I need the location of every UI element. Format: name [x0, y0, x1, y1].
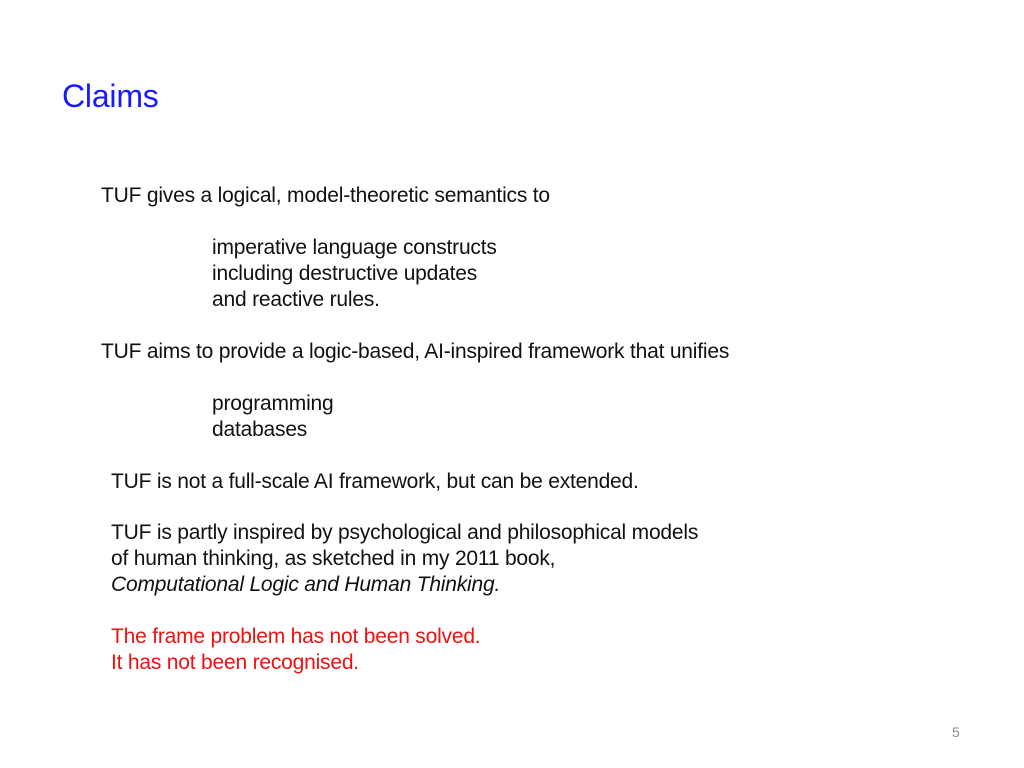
framework-intro: TUF aims to provide a logic-based, AI-inspired framework that unifies — [101, 340, 730, 363]
semantics-item-1: imperative language constructs — [212, 236, 497, 259]
framework-item-1: programming — [212, 392, 334, 415]
semantics-item-2: including destructive updates — [212, 262, 478, 285]
inspiration-line-1: TUF is partly inspired by psychological and philosophical models — [111, 521, 699, 544]
extension-statement: TUF is not a full-scale AI framework, but can be extended. — [111, 470, 639, 493]
slide-title: Claims — [62, 78, 159, 114]
framework-item-2: databases — [212, 418, 308, 441]
book-title: Computational Logic and Human Thinking. — [111, 573, 501, 596]
page-number: 5 — [952, 724, 960, 740]
frame-problem-line-1: The frame problem has not been solved. — [111, 625, 481, 648]
semantics-intro: TUF gives a logical, model-theoretic semantics to — [101, 184, 550, 207]
semantics-item-3: and reactive rules. — [212, 288, 380, 311]
inspiration-line-2: of human thinking, as sketched in my 2011 book, — [111, 547, 556, 570]
frame-problem-line-2: It has not been recognised. — [111, 651, 359, 674]
